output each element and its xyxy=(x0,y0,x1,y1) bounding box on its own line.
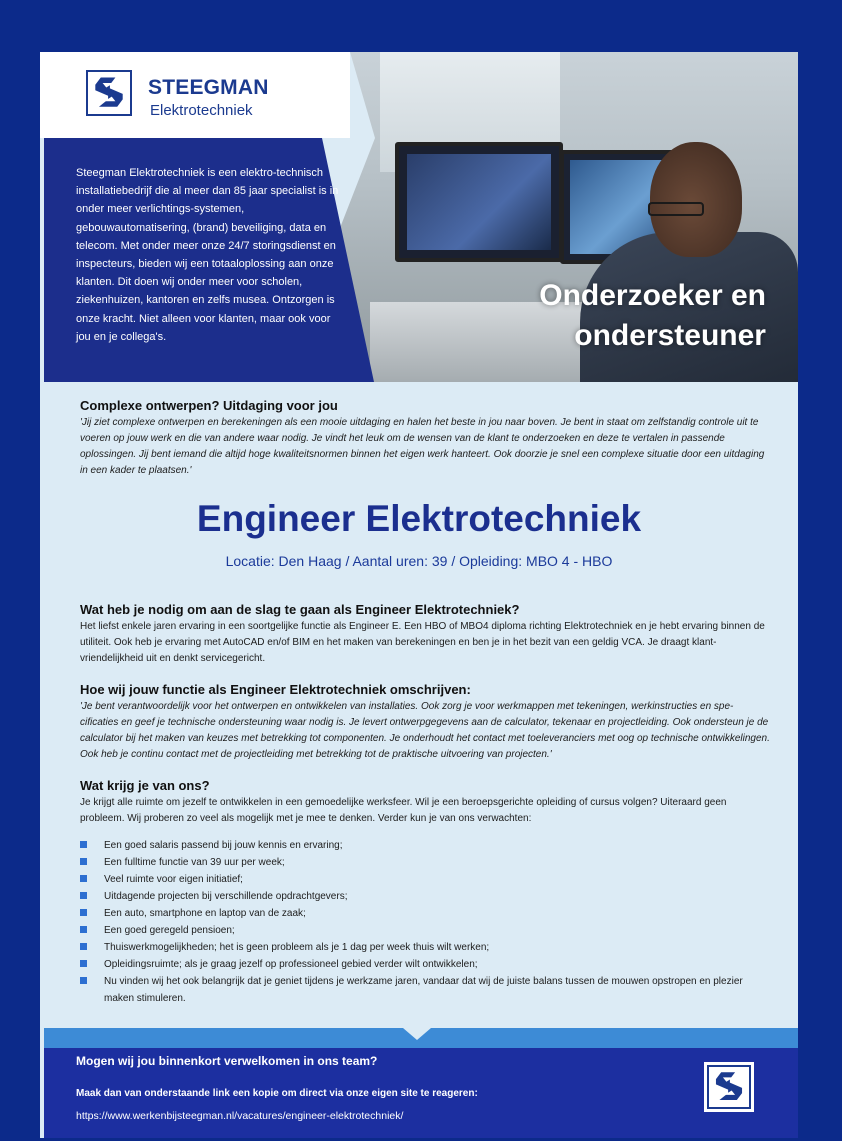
offer-text: Je krijgt alle ruimte om jezelf te ontwikkelen in een gemoedelijke werksfeer. Wil je een beroepsgerichte opleiding of cursus volgen? Uiteraard geen probleem. Wij proberen zo veel als mogelijk met je mee te denken. Verder kun je van ons verwachten: xyxy=(80,797,727,824)
offer-list xyxy=(80,837,770,1007)
square-bullet-icon xyxy=(80,875,87,882)
need-heading: Wat heb je nodig om aan de slag te gaan als Engineer Elektrotechniek? xyxy=(80,602,520,617)
square-bullet-icon xyxy=(80,841,87,848)
section-challenge xyxy=(80,398,770,479)
brand-subtitle: Elektrotechniek xyxy=(150,102,253,119)
job-meta: Locatie: Den Haag / Aantal uren: 39 / Opleiding: MBO 4 - HBO xyxy=(225,553,613,569)
list-item: Een fulltime functie van 39 uur per week; xyxy=(80,854,770,871)
section-role xyxy=(80,682,770,763)
hero-title xyxy=(539,276,766,356)
footer-instruction: Maak dan van onderstaande link een kopie om direct via onze eigen site te reageren: xyxy=(76,1088,478,1099)
footer-url-link[interactable]: https://www.werkenbijsteegman.nl/vacatures/engineer-elektrotechniek/ xyxy=(76,1110,404,1122)
intro-text: Steegman Elektrotechniek is een elektro-technisch installatiebedrijf die al meer dan 85 jaar specialist is in onder meer verlichtings-systemen, gebouwautomatisering, (brand) beveiliging, data en telecom. Met onder meer onze 24/7 storingsdienst en inspecteurs, bieden wij een totaaloplossing aan onze klanten. Dit doen wij onder meer voor scholen, ziekenhuizen, kantoren en zelfs musea. Ontzorgen is onze kracht. Niet alleen voor klanten, maar ook voor jou en je collega's. xyxy=(76,167,339,343)
list-item: Uitdagende projecten bij verschillende opdrachtgevers; xyxy=(80,888,770,905)
hero-title-line2: ondersteuner xyxy=(574,319,766,352)
section-offer xyxy=(80,778,770,1007)
job-title: Engineer Elektrotechniek xyxy=(196,498,642,539)
section-need xyxy=(80,602,770,667)
hero-title-line1: Onderzoeker en xyxy=(539,279,766,312)
challenge-text: 'Jij ziet complexe ontwerpen en berekeningen als een mooie uitdaging en halen het beste in jou naar boven. Je bent in staat om zelfstandig controle uit te voeren op jouw werk en die van andere waar nodig. Je vindt het leuk om de wensen van de klant te onderzoeken en deze te vertalen in passende oplossingen. Jij bent iemand die altijd hoge kwaliteitsnormen binnen het eigen werk hanteert. Ook doorzie je snel een complexe situatie door een uitdaging in een kader te plaatsen.' xyxy=(80,417,765,476)
list-item: Nu vinden wij het ook belangrijk dat je geniet tijdens je werkzame jaren, vandaar dat wij de juiste balans tussen de mouwen opstropen en plezier maken stimuleren. xyxy=(80,973,770,1007)
challenge-heading: Complexe ontwerpen? Uitdaging voor jou xyxy=(80,398,338,413)
vacancy-sheet xyxy=(40,52,798,1138)
square-bullet-icon xyxy=(80,943,87,950)
list-item: Opleidingsruimte; als je graag jezelf op professioneel gebied verder wilt ontwikkelen; xyxy=(80,956,770,973)
square-bullet-icon xyxy=(80,960,87,967)
need-text: Het liefst enkele jaren ervaring in een soortgelijke functie als Engineer E. Een HBO of MBO4 diploma richting Elektrotechniek en je hebt ervaring binnen de utiliteit. Ook heb je ervaring met AutoCAD en/of BIM en het maken van berekeningen en ben je in het bezit van een geldig VCA. Je draagt klant-vriendelijkheid uit en denkt servicegericht. xyxy=(80,621,765,664)
steegman-logo-icon xyxy=(86,70,132,116)
brand-name: STEEGMAN xyxy=(148,76,269,99)
list-item: Thuiswerkmogelijkheden; het is geen probleem als je 1 dag per week thuis wilt werken; xyxy=(80,939,770,956)
photo-monitor-left xyxy=(395,142,563,262)
square-bullet-icon xyxy=(80,858,87,865)
square-bullet-icon xyxy=(80,977,87,984)
square-bullet-icon xyxy=(80,909,87,916)
offer-heading: Wat krijg je van ons? xyxy=(80,778,210,793)
role-text: 'Je bent verantwoordelijk voor het ontwerpen en ontwikkelen van installaties. Ook zorg je voor werkmappen met tekeningen, werkinstructies en spe-cificaties en geef je technische ondersteuning waar nodig is. Je levert ontwerpgegevens aan de calculator, tekenaar en projectleiding. Ook ondersteun je de calculator bij het maken van keuzes met betrekking tot componenten. Je onderhoudt het contact met toeleveranciers met oog op technische ontwikkelingen. Ook heb je continu contact met de projectleiding met betrekking tot de praktische uitvoering van projecten.' xyxy=(80,701,770,760)
footer-notch xyxy=(403,1028,431,1040)
list-item: Een goed salaris passend bij jouw kennis en ervaring; xyxy=(80,837,770,854)
footer-heading: Mogen wij jou binnenkort verwelkomen in ons team? xyxy=(76,1054,378,1068)
list-item: Veel ruimte voor eigen initiatief; xyxy=(80,871,770,888)
footer-logo-icon xyxy=(704,1062,754,1112)
square-bullet-icon xyxy=(80,892,87,899)
list-item: Een auto, smartphone en laptop van de zaak; xyxy=(80,905,770,922)
photo-person-head xyxy=(650,142,742,257)
role-heading: Hoe wij jouw functie als Engineer Elektrotechniek omschrijven: xyxy=(80,682,471,697)
square-bullet-icon xyxy=(80,926,87,933)
list-item: Een goed geregeld pensioen; xyxy=(80,922,770,939)
photo-glasses xyxy=(648,202,704,216)
logo-area xyxy=(40,52,350,138)
